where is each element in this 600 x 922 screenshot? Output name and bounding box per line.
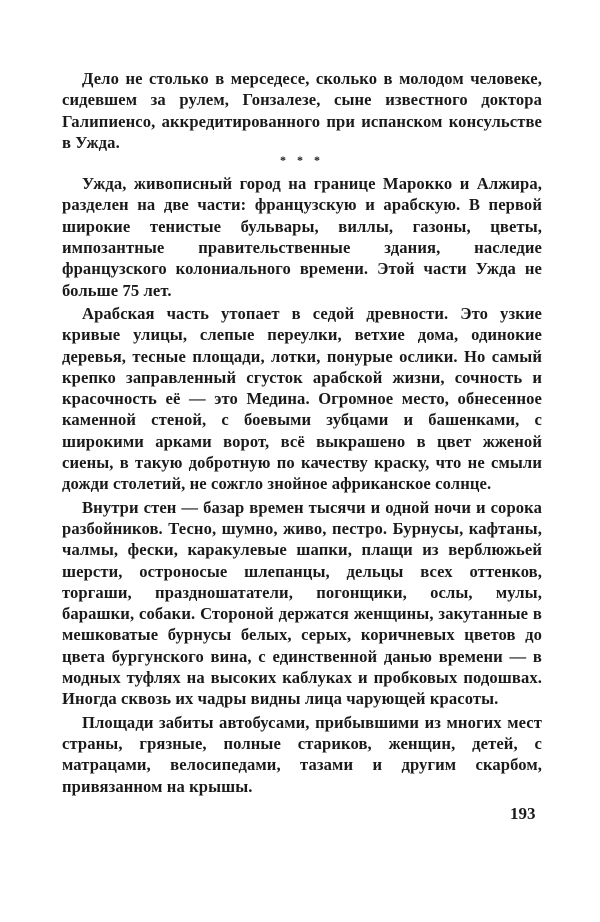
paragraph-squares: Площади забиты автобусами, прибывшими из многих мест страны, грязные, полные стариков, женщин, детей, с матрацами, велосипедами, тазами и другим скарбом, привязанном на крышы.	[62, 712, 542, 796]
paragraph-oujda-description: Ужда, живописный город на границе Марокко и Алжира, разделен на две части: французскую и арабскую. В первой широкие тенистые бульвары, виллы, газоны, цветы, импозантные правительственные здания, наследие французского колониального времени. Этой части Ужда не больше 75 лет.	[62, 174, 542, 300]
paragraph-intro: Дело не столько в мерседесе, сколько в молодом человеке, сидевшем за рулем, Гонзалезе, сыне известного доктора Галипиенсо, аккредитированного при испанском консульстве в Ужда.	[62, 69, 542, 152]
section-separator: * * *	[280, 153, 324, 168]
paragraph-arab-quarter: Арабская часть утопает в седой древности. Это узкие кривые улицы, слепые переулки, ветхие дома, одинокие деревья, тесные площади, лотки, понурые ослики. Но самый крепко заправленный сгусток арабской жизни, сочность и красочность её — это Медина. Огромное место, обнесенное каменной стеной, с боевыми зубцами и башенками, с широкими арками ворот, всё выкрашено в цвет жженой сиены, в такую добротную по качеству краску, что не смыли дожди столетий, не сожгло знойное африканское солнце.	[62, 303, 542, 494]
page-number: 193	[510, 804, 536, 823]
page-body	[62, 68, 542, 797]
paragraph-bazaar: Внутри стен — базар времен тысячи и одной ночи и сорока разбойников. Тесно, шумно, живо, пестро. Бурнусы, кафтаны, чалмы, фески, каракулевые шапки, плащи из верблюжьей шерсти, остроносые шлепанцы, дельцы всех оттенков, торгаши, праздношататели, погонщики, ослы, мулы, барашки, собаки. Стороной держатся женщины, закутанные в мешковатые бурнусы белых, серых, коричневых цветов до цвета бургунского вина, с единственной данью времени — в модных туфлях на высоких каблуках и пробковых подошвах. Иногда сквозь их чадры видны лица чарующей красоты.	[62, 497, 542, 709]
